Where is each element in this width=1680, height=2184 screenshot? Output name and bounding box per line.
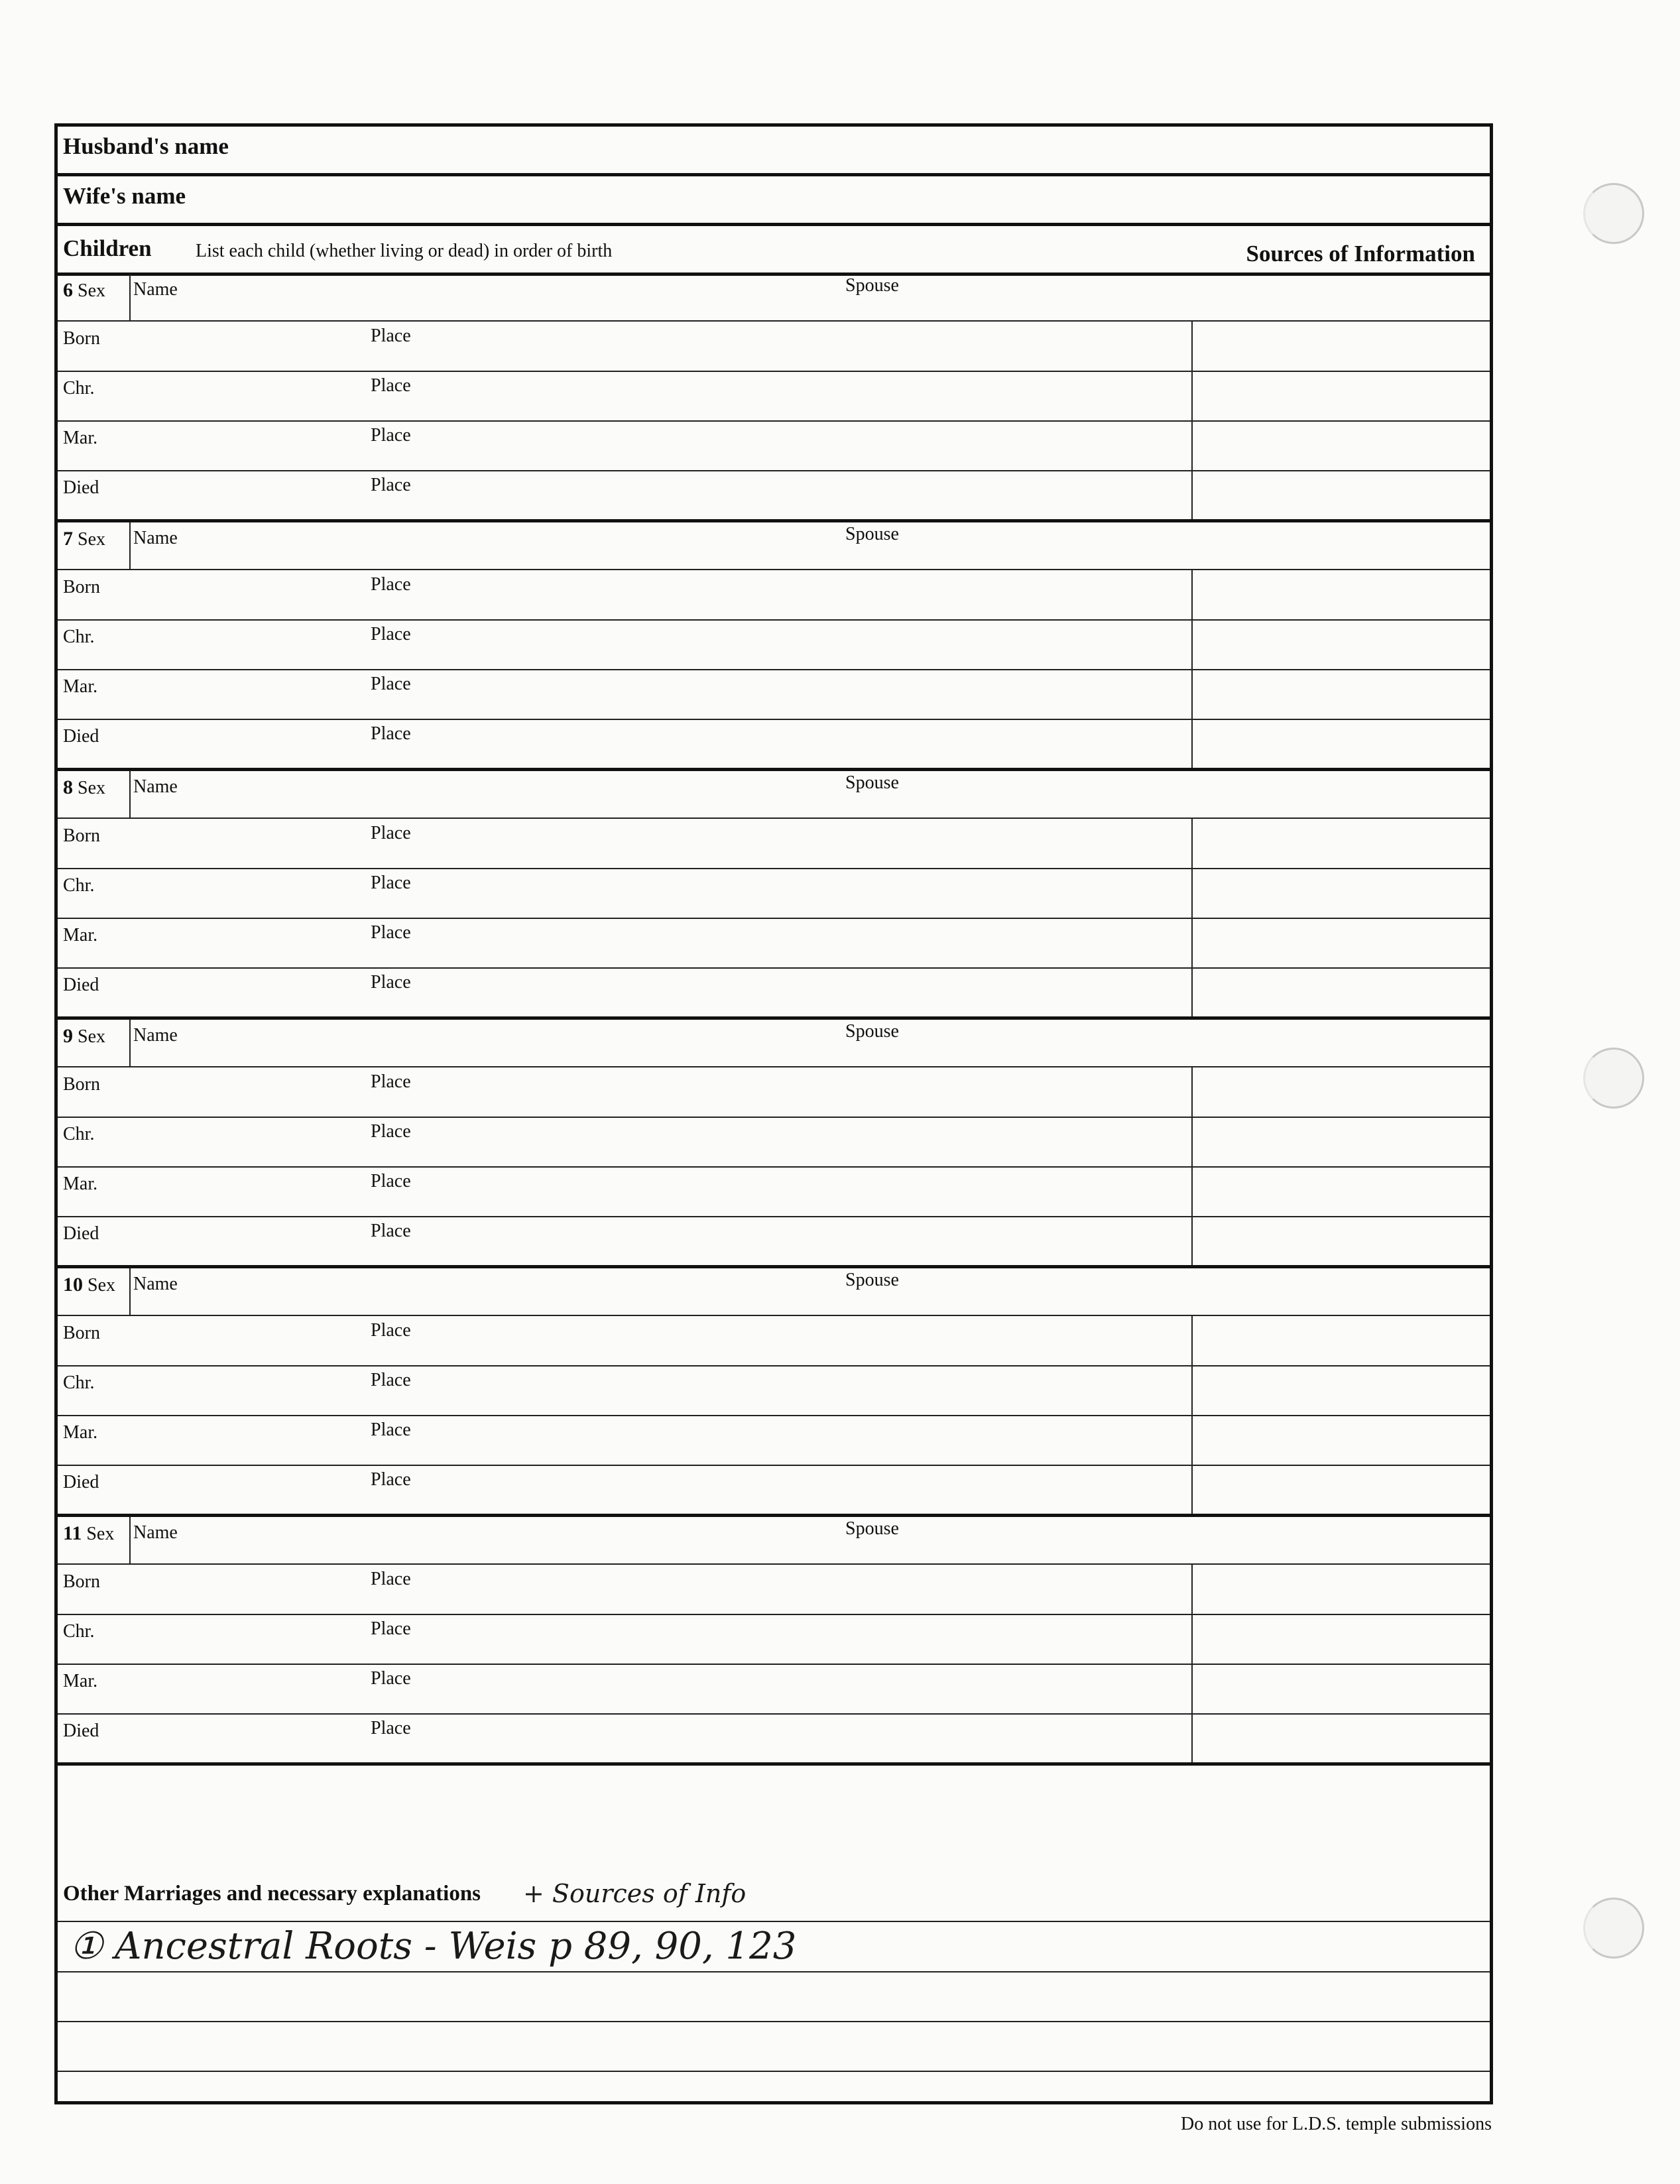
chr-label: Chr. (63, 875, 95, 896)
punch-hole-middle (1583, 1048, 1644, 1109)
place-label: Place (371, 1171, 411, 1191)
children-header (58, 226, 1490, 276)
family-group-form (54, 123, 1493, 2104)
source-cell[interactable] (1191, 869, 1193, 918)
wife-row[interactable] (58, 176, 1490, 226)
handwritten-sources-note: + Sources of Info (523, 1879, 747, 1908)
died-label: Died (63, 975, 99, 995)
event-row-born[interactable] (58, 1067, 1490, 1118)
child-number-sex (63, 528, 105, 550)
child-number-sex (63, 1025, 105, 1048)
name-label: Name (133, 528, 178, 548)
place-label: Place (371, 624, 411, 644)
event-row-chr[interactable] (58, 1614, 1490, 1665)
event-row-died[interactable] (58, 968, 1490, 1017)
born-label: Born (63, 1323, 100, 1343)
child-name-row[interactable] (58, 1268, 1490, 1316)
born-label: Born (63, 328, 100, 349)
chr-label: Chr. (63, 627, 95, 647)
place-label: Place (371, 1121, 411, 1142)
event-row-chr[interactable] (58, 869, 1490, 919)
event-row-mar[interactable] (58, 918, 1490, 969)
place-label: Place (371, 972, 411, 993)
event-row-mar[interactable] (58, 670, 1490, 720)
child-block (58, 1020, 1490, 1268)
source-cell[interactable] (1191, 1316, 1193, 1365)
mar-label: Mar. (63, 428, 98, 448)
chr-label: Chr. (63, 378, 95, 398)
mar-label: Mar. (63, 1671, 98, 1691)
sex-label: Sex (78, 1026, 105, 1047)
source-cell[interactable] (1191, 1217, 1193, 1266)
event-row-died[interactable] (58, 1714, 1490, 1763)
husband-label: Husband's name (63, 133, 229, 159)
event-row-born[interactable] (58, 819, 1490, 869)
source-cell[interactable] (1191, 1664, 1193, 1713)
source-cell[interactable] (1191, 1714, 1193, 1763)
name-divider (129, 1268, 131, 1315)
explanation-line[interactable] (58, 2021, 1490, 2022)
spouse-label: Spouse (845, 1270, 899, 1290)
born-label: Born (63, 1074, 100, 1095)
child-number-sex (63, 1522, 114, 1545)
chr-label: Chr. (63, 1124, 95, 1144)
name-divider (129, 771, 131, 818)
sex-label: Sex (78, 280, 105, 301)
source-cell[interactable] (1191, 670, 1193, 719)
spouse-label: Spouse (845, 275, 899, 296)
source-cell[interactable] (1191, 1465, 1193, 1514)
source-cell[interactable] (1191, 1614, 1193, 1664)
place-label: Place (371, 425, 411, 446)
place-label: Place (371, 1370, 411, 1390)
mar-label: Mar. (63, 925, 98, 945)
name-divider (129, 274, 131, 320)
child-number: 8 (63, 776, 73, 798)
place-label: Place (371, 475, 411, 495)
place-label: Place (371, 1569, 411, 1589)
event-row-born[interactable] (58, 322, 1490, 372)
child-block (58, 1268, 1490, 1516)
place-label: Place (371, 574, 411, 595)
place-label: Place (371, 922, 411, 943)
place-label: Place (371, 1718, 411, 1738)
place-label: Place (371, 873, 411, 893)
name-divider (129, 1517, 131, 1563)
source-cell[interactable] (1191, 719, 1193, 768)
place-label: Place (371, 1420, 411, 1440)
chr-label: Chr. (63, 1372, 95, 1393)
sources-label: Sources of Information (1246, 241, 1475, 267)
source-cell[interactable] (1191, 1067, 1193, 1117)
place-label: Place (371, 1469, 411, 1490)
name-divider (129, 1020, 131, 1066)
place-label: Place (371, 1618, 411, 1639)
source-cell[interactable] (1191, 1565, 1193, 1614)
child-number-sex (63, 279, 105, 302)
child-number: 9 (63, 1025, 73, 1047)
children-instruction: List each child (whether living or dead) in order of birth (196, 241, 613, 261)
child-number: 11 (63, 1522, 82, 1544)
source-cell[interactable] (1191, 968, 1193, 1017)
source-cell[interactable] (1191, 1167, 1193, 1216)
source-cell[interactable] (1191, 1366, 1193, 1415)
died-label: Died (63, 1472, 99, 1492)
husband-row[interactable] (58, 127, 1490, 176)
place-label: Place (371, 1221, 411, 1241)
born-label: Born (63, 577, 100, 597)
child-number: 10 (63, 1274, 83, 1296)
children-label: Children (63, 235, 152, 261)
child-number: 7 (63, 528, 73, 550)
place-label: Place (371, 375, 411, 396)
source-cell[interactable] (1191, 1117, 1193, 1166)
source-cell[interactable] (1191, 819, 1193, 868)
child-name-row[interactable] (58, 1020, 1490, 1067)
born-label: Born (63, 825, 100, 846)
mar-label: Mar. (63, 676, 98, 697)
source-cell[interactable] (1191, 322, 1193, 371)
name-label: Name (133, 1025, 178, 1046)
spouse-label: Spouse (845, 524, 899, 544)
child-name-row[interactable] (58, 274, 1490, 322)
child-name-row[interactable] (58, 1517, 1490, 1565)
other-marriages-label: Other Marriages and necessary explanations (63, 1882, 481, 1906)
spouse-label: Spouse (845, 1021, 899, 1042)
event-row-chr[interactable] (58, 1366, 1490, 1416)
born-label: Born (63, 1571, 100, 1592)
died-label: Died (63, 726, 99, 747)
name-divider (129, 522, 131, 569)
source-cell[interactable] (1191, 471, 1193, 520)
name-label: Name (133, 776, 178, 797)
mar-label: Mar. (63, 1174, 98, 1194)
source-cell[interactable] (1191, 421, 1193, 470)
child-number: 6 (63, 279, 73, 301)
footer-disclaimer: Do not use for L.D.S. temple submissions (1181, 2114, 1492, 2134)
explanation-line[interactable] (58, 1971, 1490, 1972)
event-row-chr[interactable] (58, 371, 1490, 422)
spouse-label: Spouse (845, 1518, 899, 1539)
place-label: Place (371, 823, 411, 843)
event-row-mar[interactable] (58, 421, 1490, 471)
chr-label: Chr. (63, 1621, 95, 1642)
child-block (58, 771, 1490, 1019)
place-label: Place (371, 326, 411, 346)
explanation-line[interactable] (58, 2071, 1490, 2072)
name-label: Name (133, 1274, 178, 1294)
child-number-sex (63, 776, 105, 799)
place-label: Place (371, 1668, 411, 1689)
mar-label: Mar. (63, 1422, 98, 1443)
event-row-died[interactable] (58, 1217, 1490, 1266)
died-label: Died (63, 1223, 99, 1244)
event-row-died[interactable] (58, 471, 1490, 520)
source-cell[interactable] (1191, 620, 1193, 669)
event-row-born[interactable] (58, 1565, 1490, 1615)
died-label: Died (63, 477, 99, 498)
place-label: Place (371, 1071, 411, 1092)
place-label: Place (371, 723, 411, 744)
child-number-sex (63, 1274, 115, 1296)
spouse-label: Spouse (845, 772, 899, 793)
child-name-row[interactable] (58, 522, 1490, 570)
child-block (58, 1517, 1490, 1765)
source-cell[interactable] (1191, 570, 1193, 619)
place-label: Place (371, 674, 411, 694)
event-row-died[interactable] (58, 1465, 1490, 1514)
source-cell[interactable] (1191, 1416, 1193, 1465)
name-label: Name (133, 279, 178, 300)
event-row-born[interactable] (58, 1316, 1490, 1366)
punch-hole-bottom (1583, 1898, 1644, 1959)
place-label: Place (371, 1320, 411, 1341)
explanation-line[interactable] (58, 1921, 1490, 1922)
wife-label: Wife's name (63, 183, 186, 209)
child-separator (58, 1762, 1490, 1766)
event-row-mar[interactable] (58, 1416, 1490, 1466)
child-name-row[interactable] (58, 771, 1490, 819)
handwritten-ancestral-roots: ① Ancestral Roots - Weis p 89, 90, 123 (70, 1925, 797, 1968)
sex-label: Sex (78, 529, 105, 550)
child-block (58, 274, 1490, 522)
child-block (58, 522, 1490, 770)
event-row-chr[interactable] (58, 1117, 1490, 1168)
event-row-died[interactable] (58, 719, 1490, 768)
died-label: Died (63, 1721, 99, 1741)
sex-label: Sex (86, 1524, 115, 1544)
source-cell[interactable] (1191, 918, 1193, 967)
event-row-chr[interactable] (58, 620, 1490, 670)
name-label: Name (133, 1522, 178, 1543)
event-row-born[interactable] (58, 570, 1490, 621)
source-cell[interactable] (1191, 371, 1193, 420)
event-row-mar[interactable] (58, 1664, 1490, 1715)
sex-label: Sex (78, 778, 105, 798)
sex-label: Sex (88, 1275, 115, 1296)
punch-hole-top (1583, 183, 1644, 244)
event-row-mar[interactable] (58, 1167, 1490, 1217)
